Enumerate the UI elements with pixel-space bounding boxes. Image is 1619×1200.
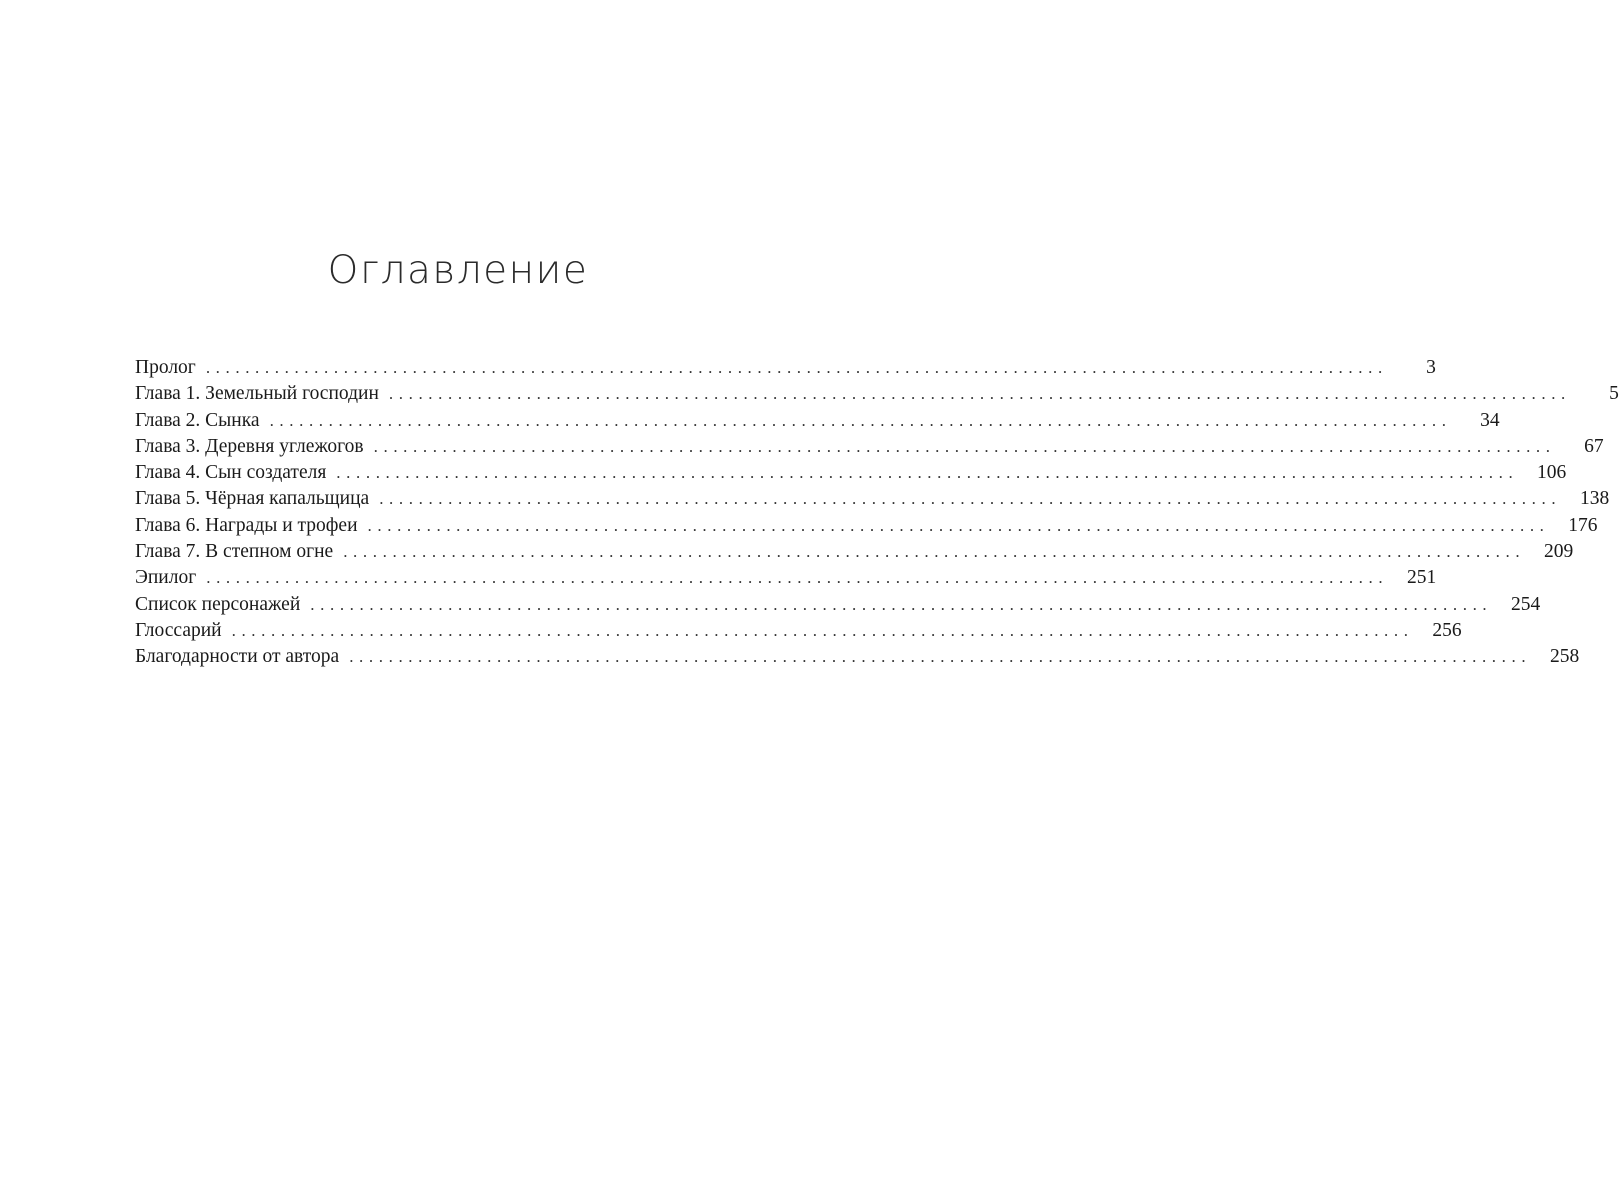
dot-leader: ........................................................................................................................ — [336, 463, 1519, 483]
toc-entry — [135, 434, 1604, 460]
toc-entry — [135, 513, 1598, 539]
toc-entry-page-number: 5 — [1609, 383, 1619, 405]
toc-entry-page-number: 106 — [1537, 462, 1567, 484]
dot-leader: ........................................................................................................................ — [205, 358, 1388, 377]
toc-entry-page-number: 67 — [1584, 435, 1604, 457]
toc-entry — [135, 644, 1580, 670]
toc-entry-title: Глава 2. Сынка — [135, 409, 260, 431]
dot-leader: ........................................................................................................................ — [349, 647, 1532, 667]
toc-entry — [135, 355, 1436, 381]
dot-leader: ........................................................................................................................ — [206, 568, 1389, 588]
toc-entry-page-number: 254 — [1511, 593, 1541, 615]
toc-entry — [135, 381, 1619, 407]
toc-entry-title: Глава 7. В степном огне — [135, 541, 334, 563]
toc-entry — [135, 408, 1500, 434]
toc-entry-page-number: 209 — [1543, 541, 1574, 563]
toc-entry — [135, 592, 1541, 618]
table-of-contents — [135, 355, 1619, 671]
toc-entry-title: Эпилог — [135, 567, 197, 589]
dot-leader: ........................................................................................................................ — [231, 620, 1414, 640]
toc-entry-title: Глава 6. Награды и трофеи — [135, 514, 358, 536]
dot-leader: ........................................................................................................................ — [310, 594, 1493, 614]
page-title: Оглавление — [327, 248, 589, 293]
dot-leader: ........................................................................................................................ — [388, 384, 1571, 404]
toc-entry-page-number: 34 — [1480, 409, 1500, 431]
toc-entry-page-number: 3 — [1426, 357, 1436, 378]
dot-leader: ........................................................................................................................ — [379, 489, 1562, 509]
dot-leader: ........................................................................................................................ — [269, 410, 1452, 430]
toc-entry — [135, 539, 1574, 565]
dot-leader: ........................................................................................................................ — [343, 542, 1526, 562]
toc-entry — [135, 460, 1567, 486]
toc-entry-title: Благодарности от автора — [135, 646, 340, 668]
toc-entry-page-number: 138 — [1579, 488, 1610, 510]
dot-leader: ........................................................................................................................ — [367, 515, 1550, 535]
toc-entry-page-number: 256 — [1432, 619, 1462, 641]
toc-entry-page-number: 258 — [1549, 646, 1580, 668]
toc-entry-page-number: 176 — [1568, 514, 1598, 536]
toc-entry — [135, 565, 1437, 591]
toc-entry-title: Пролог — [135, 357, 196, 378]
toc-entry-title: Глава 3. Деревня углежогов — [135, 435, 364, 457]
toc-entry-title: Глава 4. Сын создателя — [135, 462, 327, 484]
toc-entry-title: Список персонажей — [135, 593, 301, 615]
toc-entry-title: Глава 5. Чёрная капальщица — [135, 488, 370, 510]
dot-leader: ........................................................................................................................ — [373, 436, 1556, 456]
toc-entry — [135, 486, 1610, 512]
toc-entry-title: Глава 1. Земельный господин — [135, 383, 379, 405]
toc-entry-title: Глоссарий — [135, 619, 222, 641]
toc-entry — [135, 618, 1462, 644]
toc-entry-page-number: 251 — [1406, 567, 1437, 589]
